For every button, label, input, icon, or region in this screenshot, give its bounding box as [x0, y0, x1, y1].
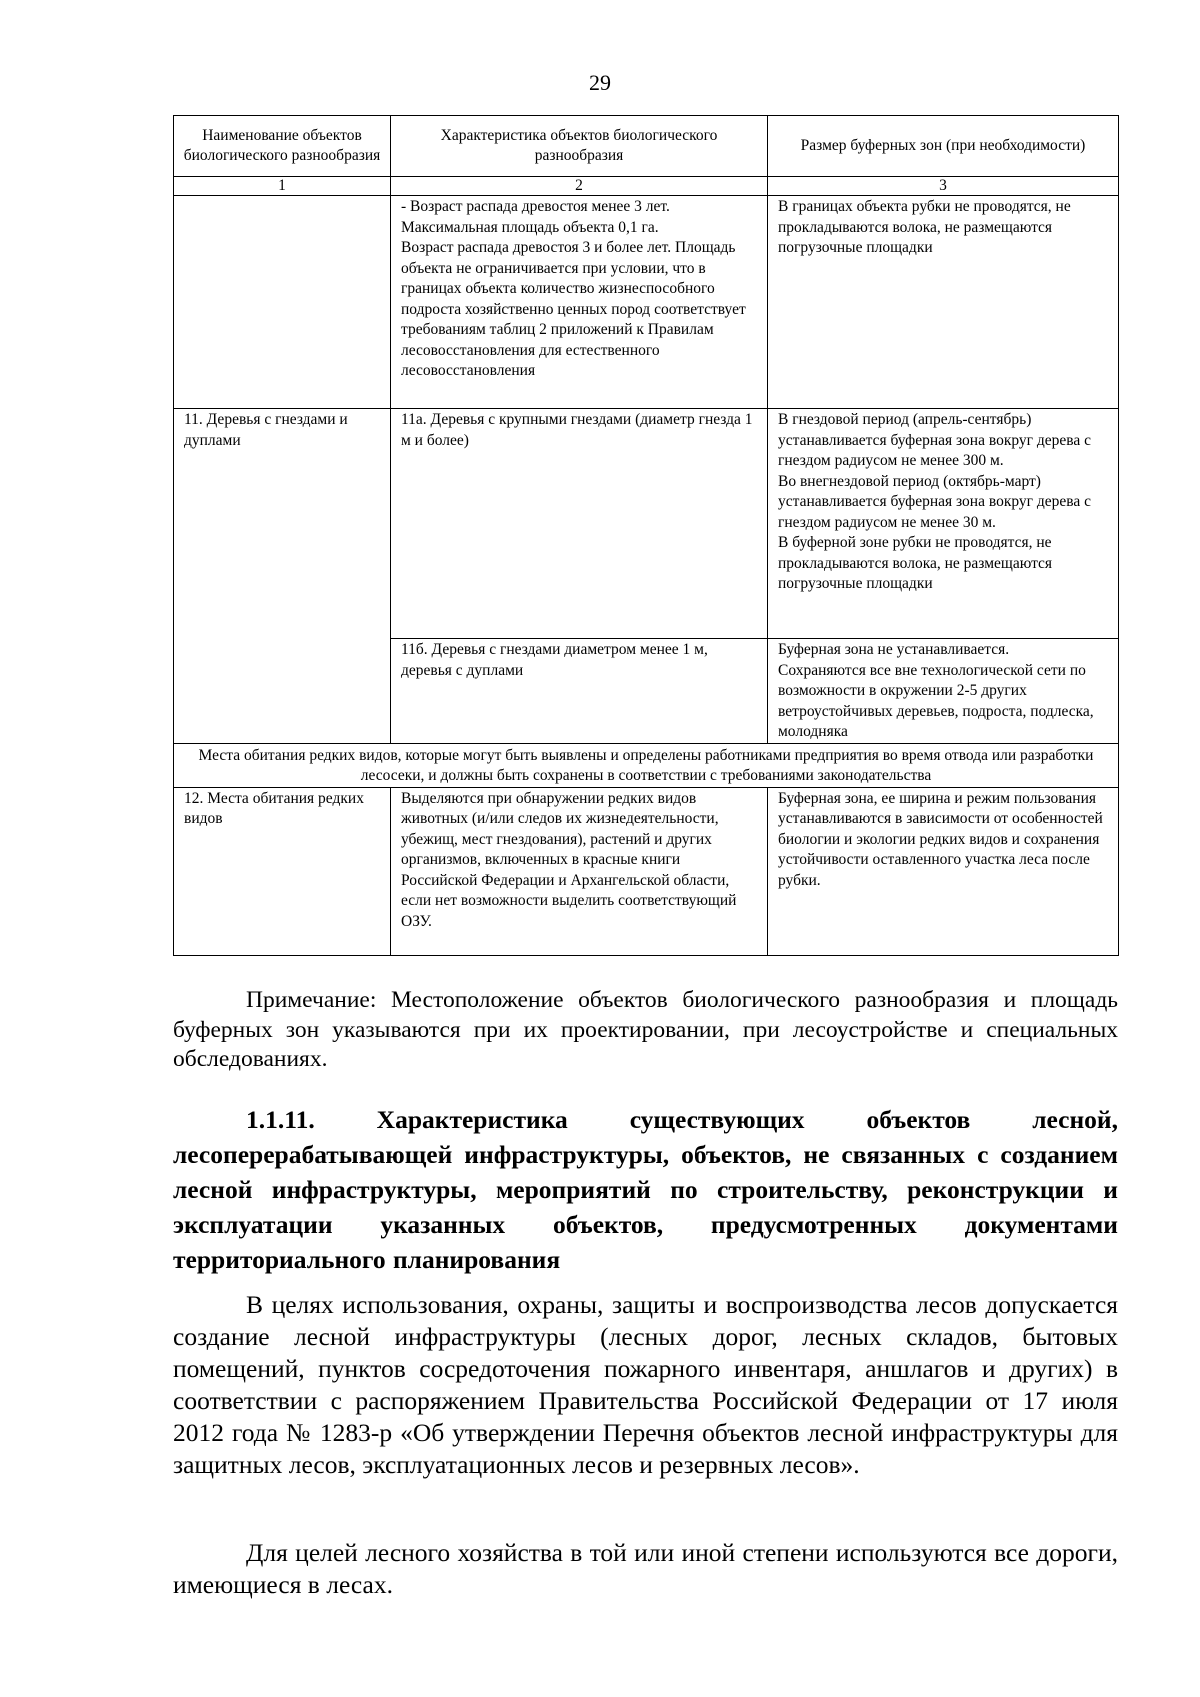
table-cell: 11б. Деревья с гнездами диаметром менее 1 м, деревья с дуплами	[391, 639, 768, 744]
cell-text-line: Буферная зона не устанавливается.	[778, 641, 1010, 658]
row-name-cell: 11. Деревья с гнездами и дуплами	[174, 409, 391, 744]
table-row	[174, 409, 1119, 639]
body-paragraph: Для целей лесного хозяйства в той или иной степени используются все дороги, имеющиеся в лесах.	[173, 1538, 1118, 1599]
cell-text-line: Возраст распада древостоя 3 и более лет. Площадь объекта не ограничивается при условии, что в границах объекта количество жизнеспособного подроста хозяйственно ценных пород соответствует требованиям таблиц 2 приложений к Правилам лесовосстановления для естественного лесовосстановления	[401, 239, 746, 379]
cell-text-line: - Возраст распада древостоя менее 3 лет. Максимальная площадь объекта 0,1 га.	[401, 198, 670, 236]
biodiversity-table	[173, 115, 1119, 956]
table-row	[174, 196, 1119, 409]
cell-text-line: Во внегнездовой период (октябрь-март) устанавливается буферная зона вокруг дерева с гнездом радиусом не менее 30 м.	[778, 472, 1092, 531]
table-cell	[174, 196, 391, 409]
header-buffer-size: Размер буферных зон (при необходимости)	[768, 116, 1119, 177]
header-object-name: Наименование объектов биологического разнообразия	[174, 116, 391, 177]
table-header-row	[174, 116, 1119, 177]
section-row-text: Места обитания редких видов, которые могут быть выявлены и определены работниками предприятия во время отвода или разработки лесосеки, и должны быть сохранены в соответствии с требованиями законодательства	[174, 743, 1119, 787]
column-number: 2	[391, 177, 768, 196]
column-number-row	[174, 177, 1119, 196]
column-number: 3	[768, 177, 1119, 196]
table-cell: В границах объекта рубки не проводятся, не прокладываются волока, не размещаются погрузочные площадки	[768, 196, 1119, 409]
row-name-cell: 12. Места обитания редких видов	[174, 787, 391, 955]
table-cell: 11а. Деревья с крупными гнездами (диаметр гнезда 1 м и более)	[391, 409, 768, 639]
table-section-row	[174, 743, 1119, 787]
cell-text-line: В буферной зоне рубки не проводятся, не прокладываются волока, не размещаются погрузочные площадки	[778, 534, 1053, 592]
table-cell: Выделяются при обнаружении редких видов животных (и/или следов их жизнедеятельности, убежищ, мест гнездования), растений и других организмов, включенных в красные книги Российской Федерации и Архангельской области, если нет возможности выделить соответствующий ОЗУ.	[391, 787, 768, 955]
table-note: Примечание: Местоположение объектов биологического разнообразия и площадь буферных зон указываются при их проектировании, при лесоустройстве и специальных обследованиях.	[173, 987, 1118, 1072]
column-number: 1	[174, 177, 391, 196]
page-number: 29	[589, 70, 611, 95]
section-heading: 1.1.11. Характеристика существующих объектов лесной, лесоперерабатывающей инфраструктуры, объектов, не связанных с созданием лесной инфраструктуры, мероприятий по строительству, реконструкции и эксплуатации указанных объектов, предусмотренных документами территориального планирования	[173, 1105, 1118, 1274]
table-row	[174, 787, 1119, 955]
table-cell	[391, 196, 768, 409]
header-characteristics: Характеристика объектов биологического разнообразия	[391, 116, 768, 177]
cell-text-line: Сохраняются все вне технологической сети по возможности в окружении 2-5 других ветроустойчивых деревьев, подроста, подлеска, молодняка	[778, 661, 1094, 740]
table-cell	[768, 639, 1119, 744]
body-paragraph: В целях использования, охраны, защиты и воспроизводства лесов допускается создание лесной инфраструктуры (лесных дорог, лесных складов, бытовых помещений, пунктов сосредоточения пожарного инвентаря, аншлагов и других) в соответствии с распоряжением Правительства Российской Федерации от 17 июля 2012 года № 1283-р «Об утверждении Перечня объектов лесной инфраструктуры для защитных лесов, эксплуатационных лесов и резервных лесов».	[173, 1290, 1118, 1479]
table-cell: Буферная зона, ее ширина и режим пользования устанавливаются в зависимости от особенностей биологии и экологии редких видов и сохранения устойчивости оставленного участка леса после рубки.	[768, 787, 1119, 955]
cell-text-line: В гнездовой период (апрель-сентябрь) устанавливается буферная зона вокруг дерева с гнездом радиусом не менее 300 м.	[778, 411, 1092, 469]
table-cell	[768, 409, 1119, 639]
